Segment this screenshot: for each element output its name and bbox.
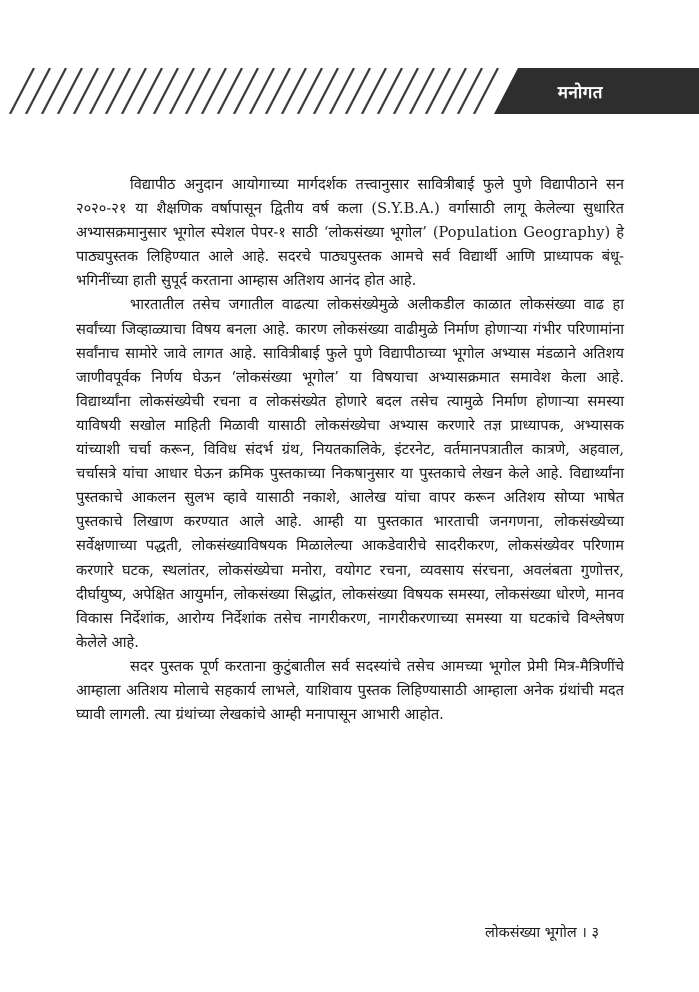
paragraph-1: विद्यापीठ अनुदान आयोगाच्या मार्गदर्शक तत्त्वानुसार सावित्रीबाई फुले पुणे विद्यापीठाने सन २०२०-२१ या शैक्षणिक वर्षापासून द्वितीय वर्ष कला (S.Y.B.A.) वर्गासाठी लागू केलेल्या सुधारित अभ्यासक्रमानुसार भूगोल स्पेशल पेपर-१ साठी ‘लोकसंख्या भूगोल’ (Population Geography) हे पाठ्यपुस्तक लिहिण्यात आले आहे. सदरचे पाठ्यपुस्तक आमचे सर्व विद्यार्थी आणि प्राध्यापक बंधू-भगिनींच्या हाती सुपूर्द करताना आम्हास अतिशय आनंद होत आहे. bbox=[76, 176, 624, 290]
paragraph-2: भारतातील तसेच जगातील वाढत्या लोकसंख्येमुळे अलीकडील काळात लोकसंख्या वाढ हा सर्वांच्या जिव्हाळ्याचा विषय बनला आहे. कारण लोकसंख्या वाढीमुळे निर्माण होणाऱ्या गंभीर परिणामांना सर्वांनाच सामोरे जावे लागत आहे. सावित्रीबाई फुले पुणे विद्यापीठाच्या भूगोल अभ्यास मंडळाने अतिशय जाणीवपूर्वक निर्णय घेऊन ‘लोकसंख्या भूगोल’ या विषयाचा अभ्यासक्रमात समावेश केला आहे. विद्यार्थ्यांना लोकसंख्येची रचना व लोकसंख्येत होणारे बदल तसेच त्यामुळे निर्माण होणाऱ्या समस्या याविषयी सखोल माहिती मिळावी यासाठी लोकसंख्येचा अभ्यास करणारे तज्ञ प्राध्यापक, अभ्यासक यांच्याशी चर्चा करून, विविध संदर्भ ग्रंथ, नियतकालिके, इंटरनेट, वर्तमानपत्रातील कात्रणे, अहवाल, चर्चासत्रे यांचा आधार घेऊन क्रमिक पुस्तकाच्या निकषानुसार या पुस्तकाचे लेखन केले आहे. विद्यार्थ्यांना पुस्तकाचे आकलन सुलभ व्हावे यासाठी नकाशे, आलेख यांचा वापर करून अतिशय सोप्या भाषेत पुस्तकाचे लिखाण करण्यात आले आहे. आम्ही या पुस्तकात भारताची जनगणना, लोकसंख्येच्या सर्वेक्षणाच्या पद्धती, लोकसंख्याविषयक मिळालेल्या आकडेवारीचे सादरीकरण, लोकसंख्येवर परिणाम करणारे घटक, स्थलांतर, लोकसंख्येचा मनोरा, वयोगट रचना, व्यवसाय संरचना, अवलंबता गुणोत्तर, दीर्घायुष्य, अपेक्षित आयुर्मान, लोकसंख्या सिद्धांत, लोकसंख्या विषयक समस्या, लोकसंख्या धोरणे, मानव विकास निर्देशांक, आरोग्य निर्देशांक तसेच नागरीकरण, नागरीकरणाच्या समस्या या घटकांचे विश्लेषण केलेले आहे. bbox=[76, 296, 624, 651]
paragraph-3: सदर पुस्तक पूर्ण करताना कुटुंबातील सर्व सदस्यांचे तसेच आमच्या भूगोल प्रेमी मित्र-मैत्रिणींचे आम्हाला अतिशय मोलाचे सहकार्य लाभले, याशिवाय पुस्तक लिहिण्यासाठी आम्हाला अनेक ग्रंथांची मदत घ्यावी लागली. त्या ग्रंथांच्या लेखकांचे आम्ही मनापासून आभारी आहोत. bbox=[76, 657, 624, 724]
running-footer: लोकसंख्या भूगोल । ३ bbox=[485, 925, 599, 941]
header-band bbox=[0, 68, 699, 114]
body-text bbox=[76, 173, 624, 727]
section-title: मनोगत bbox=[557, 83, 603, 103]
